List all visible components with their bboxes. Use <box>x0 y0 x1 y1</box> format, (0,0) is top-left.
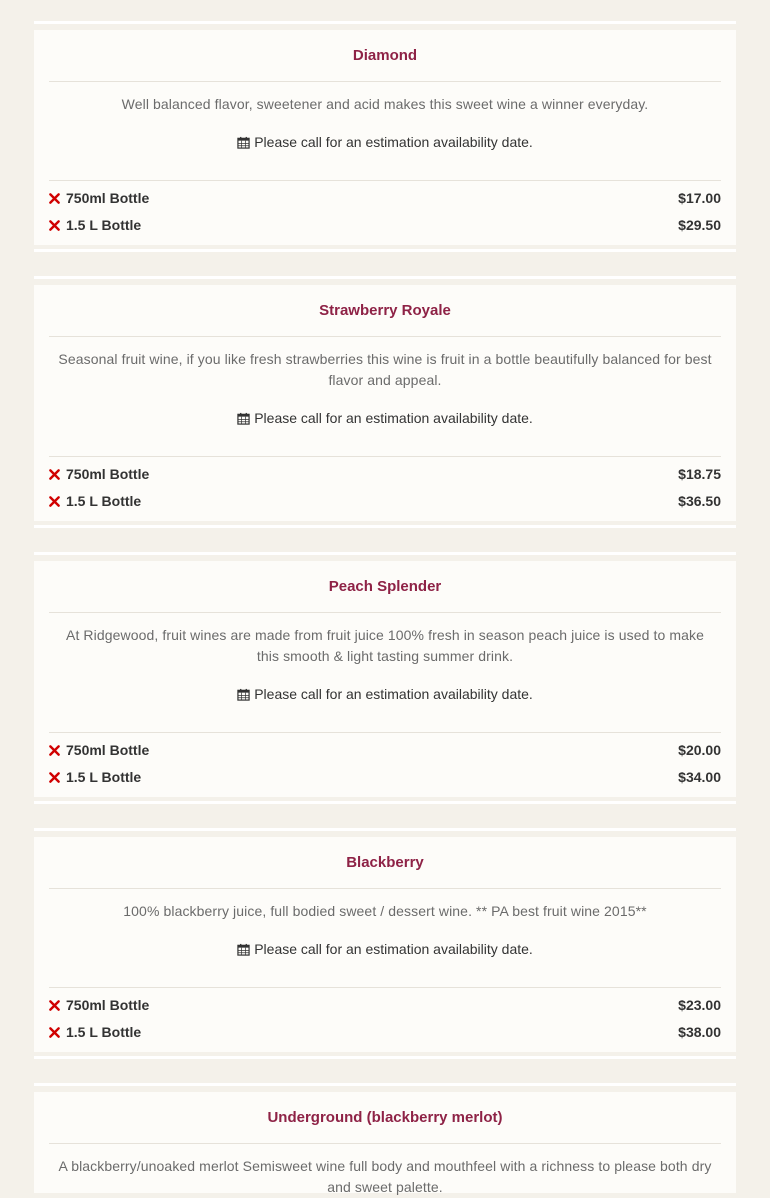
price-row <box>49 215 721 235</box>
price-row <box>49 767 721 787</box>
price-row <box>49 1022 721 1042</box>
size-price: $36.50 <box>678 493 721 509</box>
card-divider <box>34 525 736 528</box>
title-divider <box>49 612 721 613</box>
price-row <box>49 491 721 511</box>
availability-text: Please call for an estimation availability date. <box>254 410 533 426</box>
size-price: $17.00 <box>678 190 721 206</box>
calendar-icon <box>237 136 250 149</box>
close-icon <box>49 496 60 507</box>
size-price: $20.00 <box>678 742 721 758</box>
wine-card <box>34 1092 736 1193</box>
card-divider <box>34 1056 736 1059</box>
close-icon <box>49 1000 60 1011</box>
size-price: $23.00 <box>678 997 721 1013</box>
prices-divider <box>49 456 721 457</box>
wine-card <box>34 30 736 245</box>
card-divider <box>34 828 736 831</box>
availability-note <box>34 684 736 704</box>
wine-description: A blackberry/unoaked merlot Semisweet wine full body and mouthfeel with a richness to please both dry and sweet palette. <box>58 1158 712 1195</box>
wine-title: Underground (blackberry merlot) <box>267 1109 503 1126</box>
card-divider <box>34 1083 736 1086</box>
title-divider <box>49 888 721 889</box>
close-icon <box>49 745 60 756</box>
size-label: 750ml Bottle <box>66 742 150 758</box>
size-label: 1.5 L Bottle <box>66 1024 142 1040</box>
card-divider <box>34 276 736 279</box>
availability-text: Please call for an estimation availability date. <box>254 134 533 150</box>
wine-title: Peach Splender <box>328 578 442 595</box>
price-row <box>49 188 721 208</box>
close-icon <box>49 469 60 480</box>
title-divider <box>49 81 721 82</box>
wine-title: Blackberry <box>346 854 424 871</box>
close-icon <box>49 220 60 231</box>
wine-description: 100% blackberry juice, full bodied sweet / dessert wine. ** PA best fruit wine 2015** <box>123 903 647 919</box>
price-row <box>49 740 721 760</box>
card-divider <box>34 552 736 555</box>
wine-card <box>34 285 736 521</box>
title-divider <box>49 1143 721 1144</box>
wine-description: Seasonal fruit wine, if you like fresh strawberries this wine is fruit in a bottle beautifully balanced for best flavor and appeal. <box>58 351 712 388</box>
size-label: 1.5 L Bottle <box>66 493 142 509</box>
prices-divider <box>49 987 721 988</box>
title-divider <box>49 336 721 337</box>
availability-text: Please call for an estimation availability date. <box>254 941 533 957</box>
prices-divider <box>49 180 721 181</box>
card-divider <box>34 249 736 252</box>
size-label: 1.5 L Bottle <box>66 217 142 233</box>
price-row <box>49 995 721 1015</box>
size-label: 750ml Bottle <box>66 466 150 482</box>
size-price: $34.00 <box>678 769 721 785</box>
calendar-icon <box>237 412 250 425</box>
close-icon <box>49 772 60 783</box>
availability-note <box>34 939 736 959</box>
close-icon <box>49 1027 60 1038</box>
size-label: 1.5 L Bottle <box>66 769 142 785</box>
wine-description: Well balanced flavor, sweetener and acid makes this sweet wine a winner everyday. <box>121 96 649 112</box>
wine-description: At Ridgewood, fruit wines are made from fruit juice 100% fresh in season peach juice is used to make this smooth & light tasting summer drink. <box>66 627 704 664</box>
calendar-icon <box>237 943 250 956</box>
size-label: 750ml Bottle <box>66 997 150 1013</box>
size-price: $18.75 <box>678 466 721 482</box>
availability-note <box>34 132 736 152</box>
size-label: 750ml Bottle <box>66 190 150 206</box>
calendar-icon <box>237 688 250 701</box>
price-row <box>49 464 721 484</box>
wine-card <box>34 561 736 797</box>
availability-note <box>34 408 736 428</box>
card-divider <box>34 801 736 804</box>
availability-text: Please call for an estimation availability date. <box>254 686 533 702</box>
card-divider <box>34 21 736 24</box>
size-price: $29.50 <box>678 217 721 233</box>
wine-title: Diamond <box>352 47 418 64</box>
close-icon <box>49 193 60 204</box>
wine-title: Strawberry Royale <box>319 302 451 319</box>
prices-divider <box>49 732 721 733</box>
wine-card <box>34 837 736 1052</box>
size-price: $38.00 <box>678 1024 721 1040</box>
